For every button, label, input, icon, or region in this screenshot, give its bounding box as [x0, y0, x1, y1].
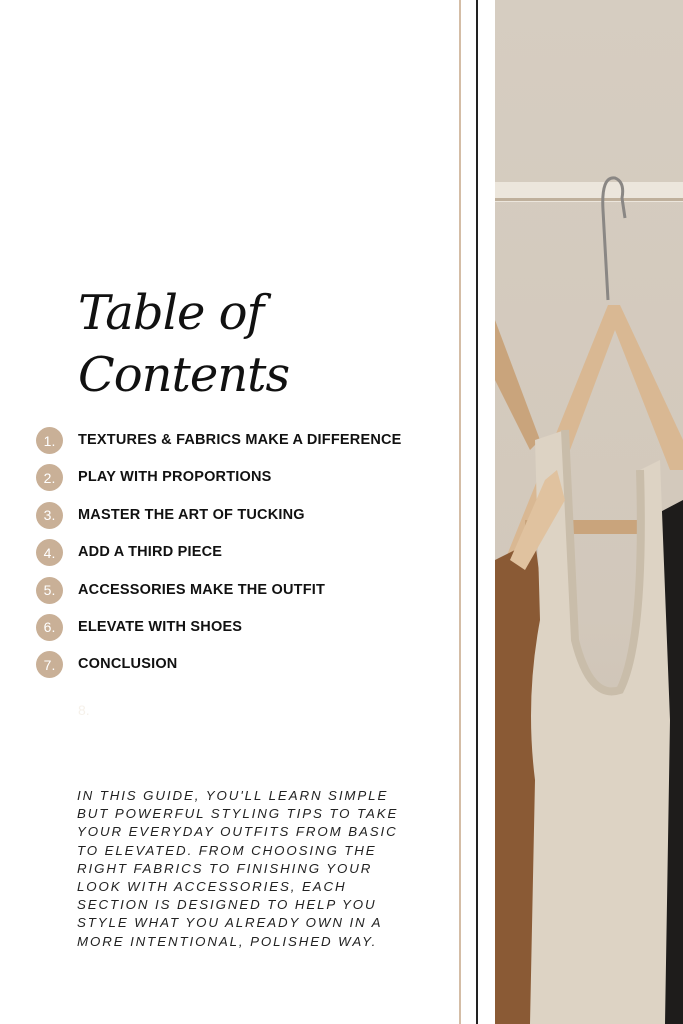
- toc-item[interactable]: [36, 427, 402, 464]
- toc-item-label: PLAY WITH PROPORTIONS: [78, 469, 272, 486]
- divider-tan: [459, 0, 461, 1024]
- toc-item[interactable]: [36, 651, 402, 688]
- toc-item[interactable]: [36, 614, 402, 651]
- toc-item[interactable]: [36, 577, 402, 614]
- toc-number-badge: 4.: [36, 539, 63, 566]
- toc-item-label: MASTER THE ART OF TUCKING: [78, 506, 305, 523]
- divider-dark: [476, 0, 478, 1024]
- intro-line: BUT POWERFUL STYLING TIPS TO TAKE: [77, 806, 399, 822]
- intro-line: RIGHT FABRICS TO FINISHING YOUR: [77, 860, 373, 876]
- intro-line: STYLE WHAT YOU ALREADY OWN IN A: [77, 915, 383, 931]
- toc-item-label: ELEVATE WITH SHOES: [78, 618, 243, 635]
- toc-number-badge: 6.: [36, 614, 63, 641]
- clothing-rack-photo: [495, 0, 683, 1024]
- hangers-illustration: [495, 0, 683, 1024]
- toc-item-label: CONCLUSION: [78, 656, 178, 673]
- faint-number: 8.: [78, 702, 90, 718]
- toc-number-badge: 2.: [36, 464, 63, 491]
- table-of-contents: [36, 427, 402, 689]
- intro-line: LOOK WITH ACCESSORIES, EACH: [77, 879, 347, 895]
- page-title: [78, 282, 289, 406]
- title-line-2: Contents: [78, 347, 290, 403]
- intro-paragraph: [77, 787, 398, 951]
- toc-item-label: TEXTURES & FABRICS MAKE A DIFFERENCE: [78, 432, 402, 448]
- toc-item-label: ACCESSORIES MAKE THE OUTFIT: [78, 581, 326, 598]
- toc-number-badge: 3.: [36, 502, 63, 529]
- toc-number-badge: 7.: [36, 651, 63, 678]
- intro-line: SECTION IS DESIGNED TO HELP YOU: [77, 897, 377, 913]
- toc-number-badge: 1.: [36, 427, 63, 454]
- toc-item-label: ADD A THIRD PIECE: [78, 544, 223, 561]
- intro-line: YOUR EVERYDAY OUTFITS FROM BASIC: [77, 824, 398, 840]
- toc-item[interactable]: [36, 464, 402, 501]
- title-line-1: Table of: [78, 285, 264, 341]
- toc-item[interactable]: [36, 539, 402, 576]
- intro-line: MORE INTENTIONAL, POLISHED WAY.: [77, 933, 378, 949]
- toc-number-badge: 5.: [36, 577, 63, 604]
- intro-line: TO ELEVATED. FROM CHOOSING THE: [77, 842, 377, 858]
- intro-line: IN THIS GUIDE, YOU'LL LEARN SIMPLE: [77, 788, 389, 803]
- toc-item[interactable]: [36, 502, 402, 539]
